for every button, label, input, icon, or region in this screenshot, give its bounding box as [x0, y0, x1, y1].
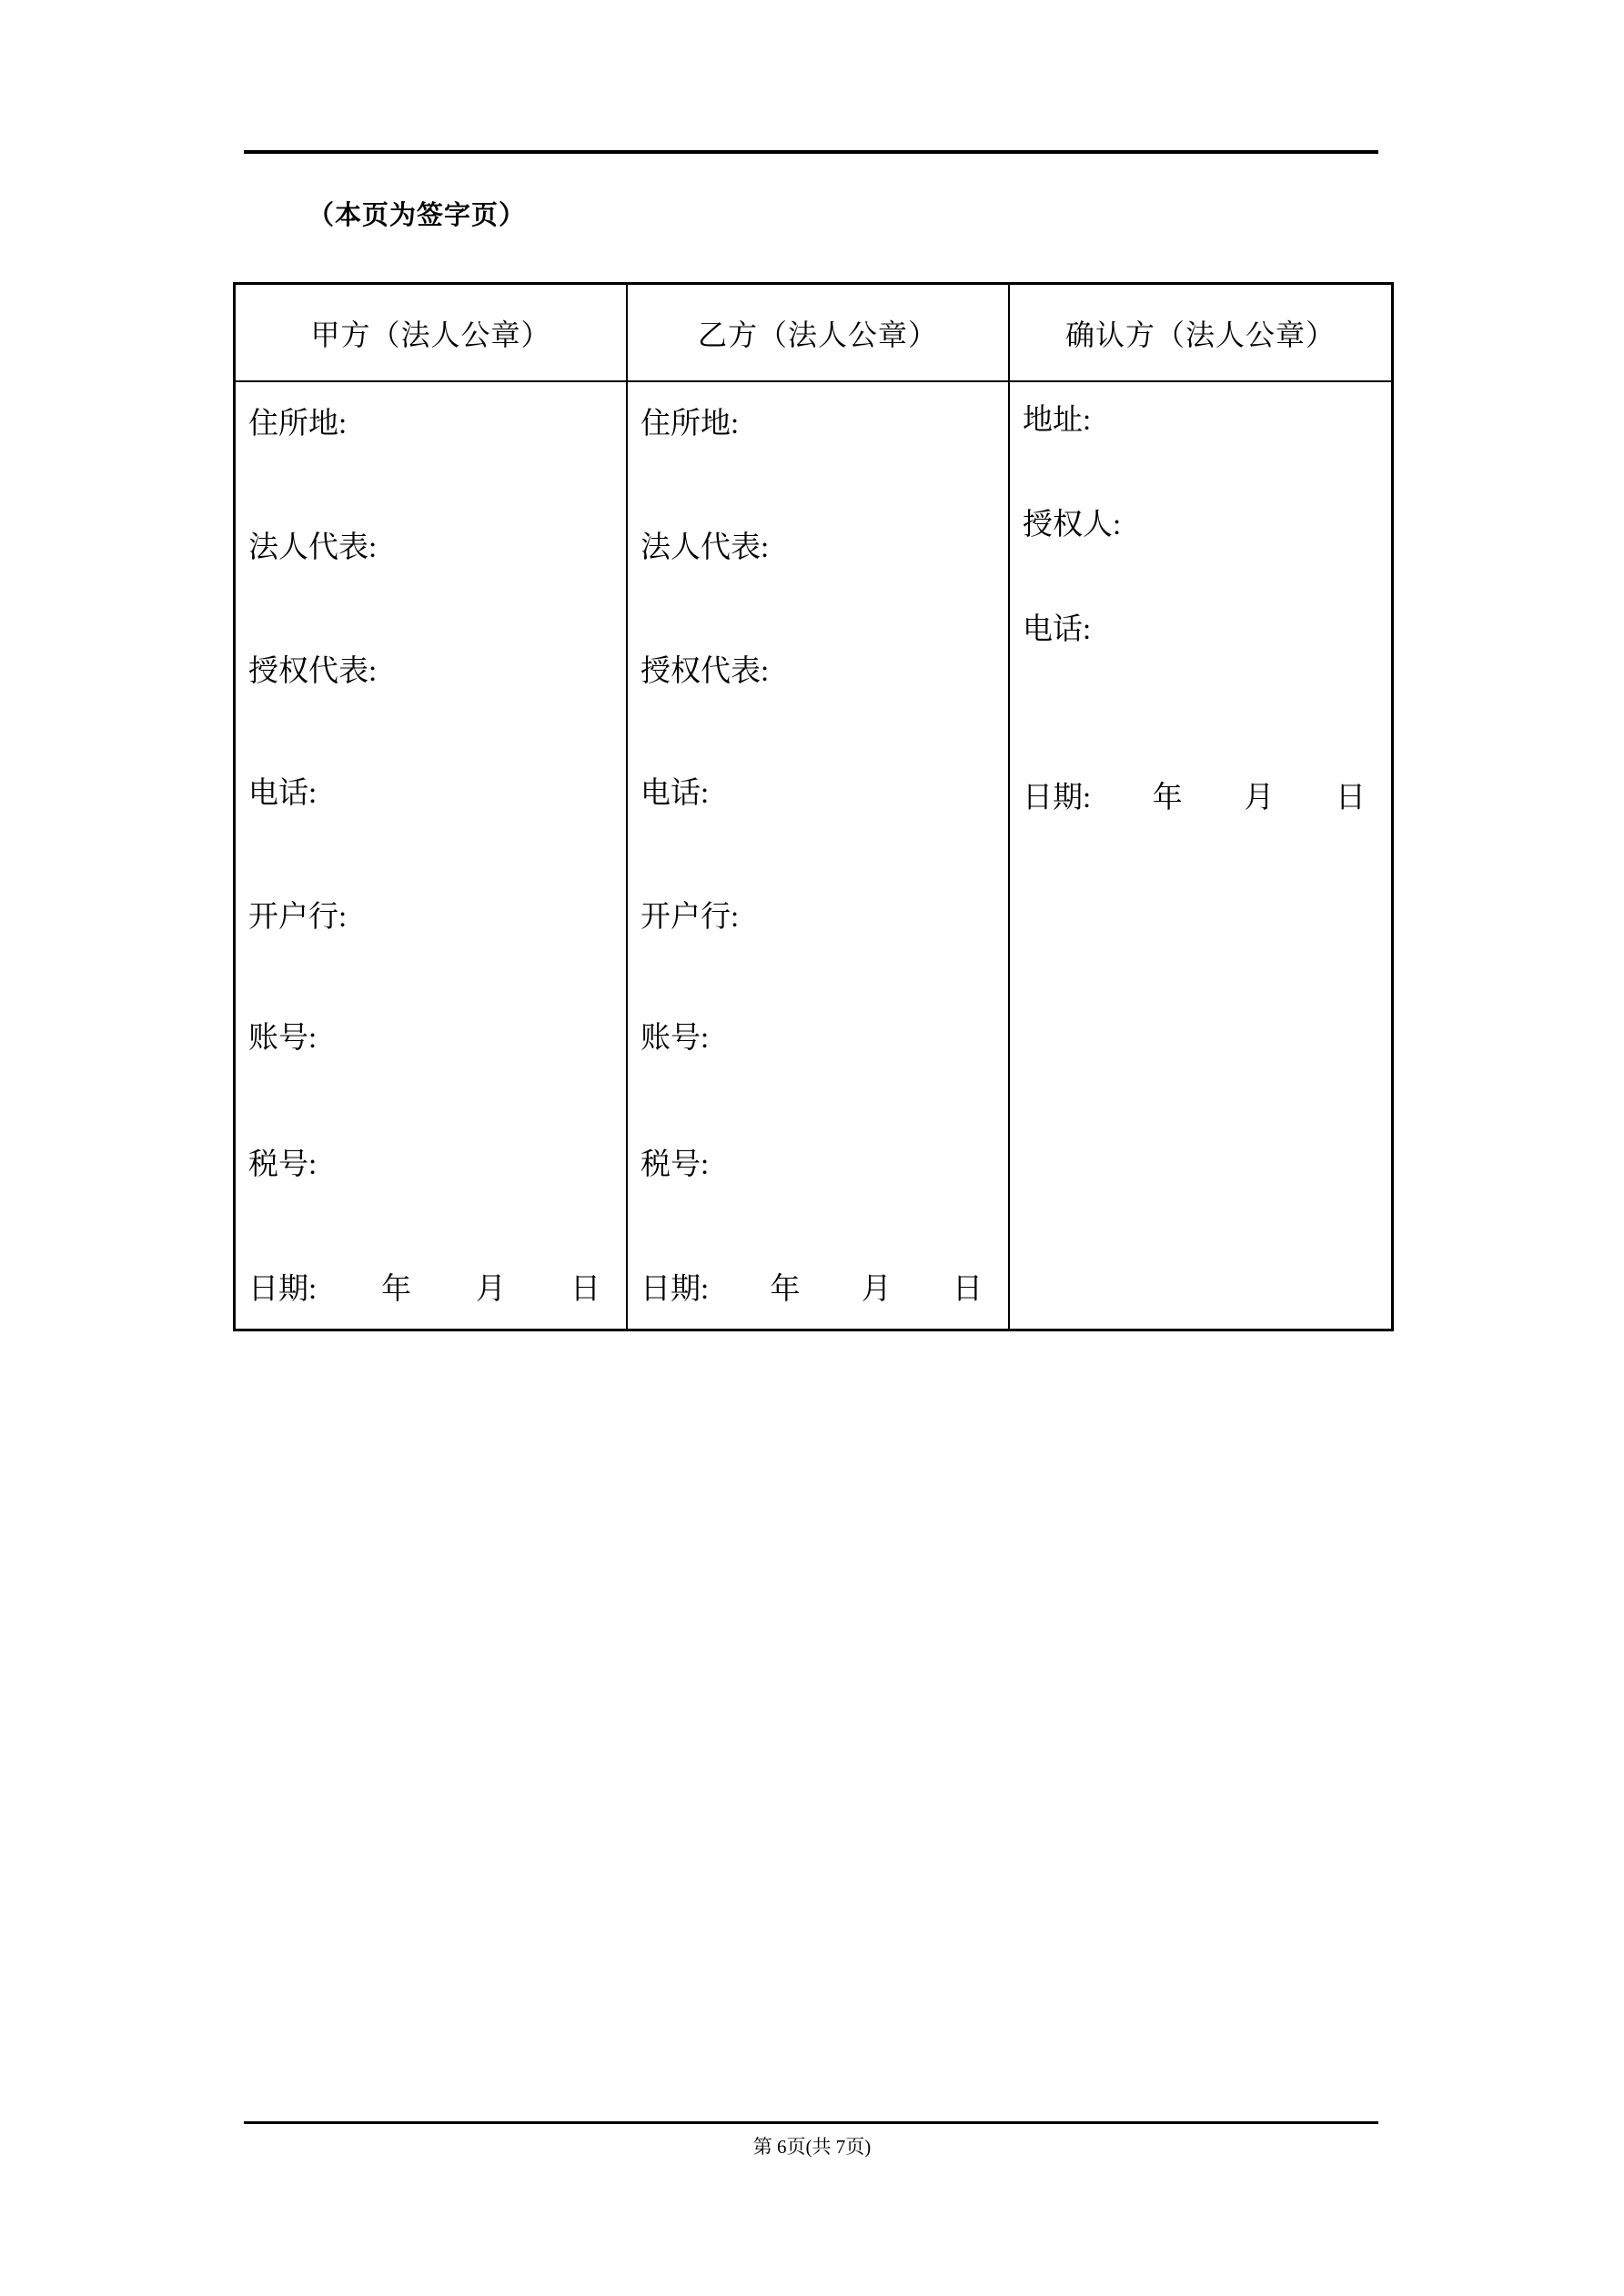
party-a-date-month: 月: [476, 1273, 507, 1306]
party-b-date-year: 年: [770, 1273, 801, 1306]
header-party-b: 乙方（法人公章）: [628, 285, 1010, 380]
confirm-party-date-month: 月: [1244, 782, 1275, 814]
signature-table-header-row: [236, 285, 1391, 382]
party-b-cell: [628, 382, 1010, 1329]
party-a-date-year: 年: [381, 1273, 412, 1306]
confirm-party-phone-label: 电话:: [1023, 613, 1092, 646]
party-b-auth-rep-label: 授权代表:: [641, 655, 770, 688]
party-a-cell: [236, 382, 628, 1329]
confirm-party-date-label: 日期:: [1023, 782, 1092, 814]
header-confirm-party: 确认方（法人公章）: [1064, 318, 1336, 351]
header-party-a: 甲方（法人公章）: [236, 285, 628, 380]
confirm-party-date-line: [1010, 778, 1391, 818]
footer-rule: [244, 2121, 1378, 2124]
party-b-date-label: 日期:: [641, 1273, 710, 1306]
confirm-party-date-day: 日: [1336, 782, 1366, 814]
page-number: 第 6页(共 7页): [752, 2136, 872, 2158]
confirm-party-address-label: 地址:: [1023, 404, 1092, 437]
party-b-date-day: 日: [952, 1273, 983, 1306]
party-b-date-line: [628, 1269, 1008, 1310]
party-b-tax-id-label: 税号:: [641, 1148, 710, 1181]
page-title: （本页为签字页）: [308, 201, 527, 230]
party-b-account-label: 账号:: [641, 1022, 710, 1055]
party-a-date-line: [236, 1269, 626, 1310]
signature-table: [233, 282, 1394, 1331]
party-a-legal-rep-label: 法人代表:: [248, 531, 378, 564]
party-a-phone-label: 电话:: [248, 777, 318, 810]
confirm-party-authorizer-label: 授权人:: [1023, 509, 1122, 541]
party-a-residence-label: 住所地:: [248, 408, 348, 440]
confirm-party-cell: [1010, 382, 1391, 1329]
party-a-date-day: 日: [570, 1273, 600, 1306]
confirm-party-date-year: 年: [1152, 782, 1183, 814]
signature-table-body-row: [236, 382, 1391, 1329]
party-a-account-label: 账号:: [248, 1022, 318, 1055]
party-b-bank-label: 开户行:: [641, 901, 740, 934]
header-rule: [244, 150, 1378, 154]
party-a-tax-id-label: 税号:: [248, 1148, 318, 1181]
party-a-auth-rep-label: 授权代表:: [248, 655, 378, 688]
party-b-legal-rep-label: 法人代表:: [641, 531, 770, 564]
party-a-date-label: 日期:: [248, 1273, 318, 1306]
party-b-date-month: 月: [861, 1273, 892, 1306]
party-b-residence-label: 住所地:: [641, 408, 740, 440]
party-b-phone-label: 电话:: [641, 777, 710, 810]
party-a-bank-label: 开户行:: [248, 901, 348, 934]
